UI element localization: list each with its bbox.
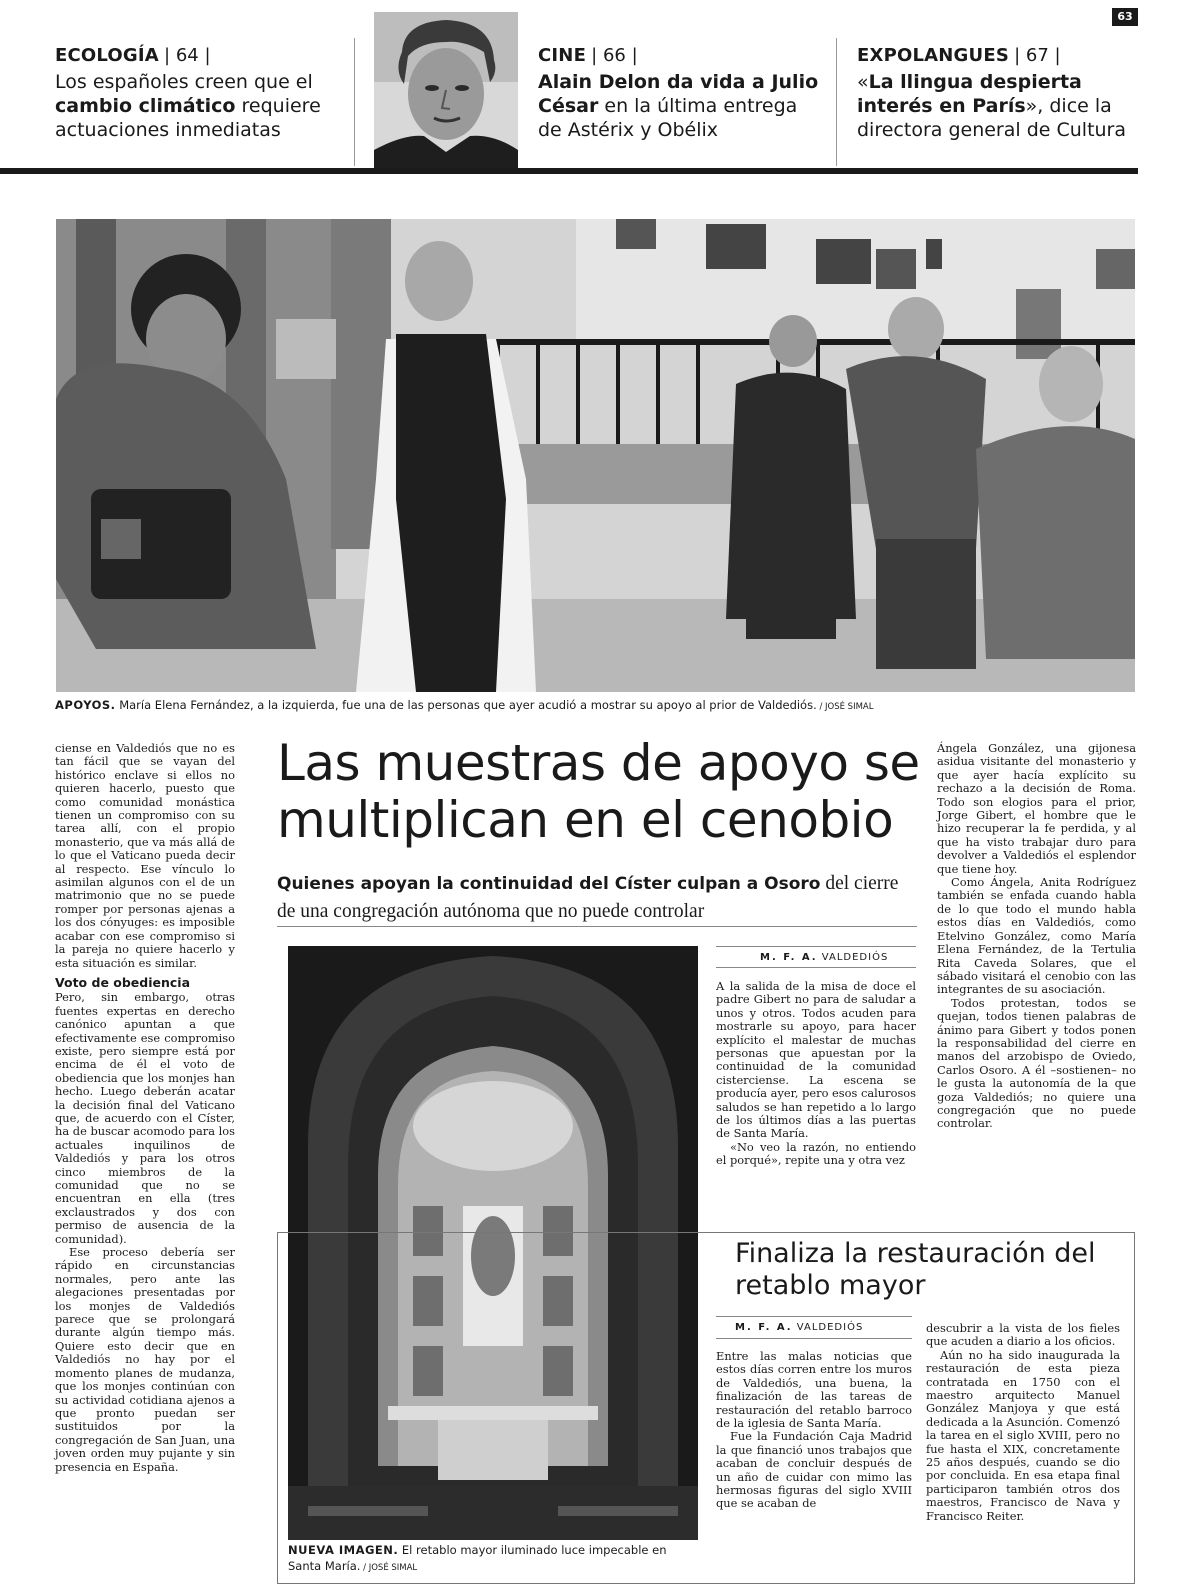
byline-author: M. F. A. xyxy=(760,952,818,963)
page-number: 63 xyxy=(1112,8,1138,26)
teaser-page-ref: | 66 | xyxy=(591,45,638,66)
paragraph: Ese proceso debería ser rápido en circunstancias normales, pero ante las alegaciones presentadas por los monjes de Valdediós parece que se prolongará durante algún tiempo más. Quiere esto decir que en Valdediós no hay por el momento planes de mudanza, que los monjes continúan con su actividad cotidiana ajenos a que pronto puedan ser sustituidos por la congregación de San Juan, una joven orden muy pujante y sin presencia en España. xyxy=(55,1245,235,1474)
divider xyxy=(836,38,837,166)
teaser-section: ECOLOGÍA xyxy=(55,45,159,66)
byline-rule xyxy=(716,1316,912,1317)
teaser-page-ref: | 64 | xyxy=(164,45,211,66)
caption-label: NUEVA IMAGEN. xyxy=(288,1543,399,1557)
church-photo-caption xyxy=(288,1542,698,1576)
main-photo-caption xyxy=(55,698,1135,712)
paragraph: descubrir a la vista de los fieles que acuden a diario a los oficios. xyxy=(926,1321,1120,1349)
subhead-rule xyxy=(277,926,917,927)
byline-rule xyxy=(716,967,916,968)
alain-delon-portrait xyxy=(374,12,518,168)
subheading-voto: Voto de obediencia xyxy=(55,974,191,990)
byline-rule xyxy=(716,1338,912,1339)
article-right-column xyxy=(937,742,1136,1131)
teaser-text-bold: La llingua despierta interés en París xyxy=(857,71,1082,117)
photo-credit: / JOSÉ SIMAL xyxy=(816,702,874,712)
divider xyxy=(354,38,355,166)
sidebar-byline xyxy=(735,1322,863,1333)
teaser-text-bold: cambio climático xyxy=(55,95,236,117)
teaser-section: EXPOLANGUES xyxy=(857,45,1009,66)
teaser-text-rest: », dice la directora general de Cultura xyxy=(857,95,1127,141)
paragraph: A la salida de la misa de doce el padre Gibert no para de saludar a unos y otros. Todos acuden para mostrarle su apoyo, para hacer explícito el malestar de muchas personas que apuestan por la continuidad de la comunidad cisterciense. La escena se producía ayer, pero esos calurosos saludos se han repetido a lo largo de los últimos días a las puertas de Santa María. xyxy=(716,979,916,1141)
paragraph: Entre las malas noticias que estos días corren entre los muros de Valdediós, una buena, la finalización de las tareas de restauración del retablo barroco de la iglesia de Santa María. xyxy=(716,1349,912,1431)
article-left-column xyxy=(55,742,235,1474)
teaser-expolangues[interactable] xyxy=(857,45,1142,142)
teaser-text-rest: en la última entrega de Astérix y Obélix xyxy=(538,95,798,141)
caption-label: APOYOS. xyxy=(55,698,116,712)
teaser-text: Los españoles creen que el xyxy=(55,71,313,93)
paragraph: ciense en Valdediós que no es tan fácil que se vayan del histórico enclave si ellos no quieren hacerlo, puesto que como comunidad monástica tienen un compromiso con su tarea allí, con el propio monasterio, que va más allá de lo que el Vaticano pueda decir al respecto. Ese vínculo lo asimilan algunos con el de un matrimonio que no se puede romper por personas ajenas a los dos cónyuges: es imposible acabar con ese compromiso si la pareja no quiere hacerlo y esta situación es similar. xyxy=(55,741,235,970)
photo-credit: / JOSÉ SIMAL xyxy=(360,1563,418,1573)
byline-place: VALDEDIÓS xyxy=(817,952,889,963)
article-headline: Las muestras de apoyo se multiplican en el cenobio xyxy=(277,734,920,849)
subhead-rest: del cierre de una congregación autónoma que no puede controlar xyxy=(277,873,899,922)
main-photo-cloister xyxy=(56,219,1135,692)
article-subhead xyxy=(277,870,917,926)
paragraph: Aún no ha sido inaugurada la restauración de esta pieza contratada en 1750 con el maestro arquitecto Manuel González Manjoya y que está dedicada a la Asunción. Comenzó la tarea en el siglo XVIII, pero no fue hasta el XIX, concretamente 25 años después, cuando se dio por concluida. En esa etapa final participaron también otros dos maestros, Francisco de Nava y Francisco Reiter. xyxy=(926,1347,1120,1523)
article-middle-column xyxy=(716,980,916,1168)
teaser-text-bold: Alain Delon da vida a Julio César xyxy=(538,71,819,117)
caption-text: María Elena Fernández, a la izquierda, fue una de las personas que ayer acudió a mostrar su apoyo al prior de Valdediós. xyxy=(115,698,817,712)
teaser-section: CINE xyxy=(538,45,587,66)
byline-rule xyxy=(716,946,916,947)
sidebar-column-1 xyxy=(716,1350,912,1511)
byline-place: VALDEDIÓS xyxy=(792,1322,864,1333)
paragraph: Todos protestan, todos se quejan, todos tienen palabras de ánimo para Gibert y todos ponen la responsabilidad del cierre en manos del arzobispo de Oviedo, Carlos Osoro. A él –sostienen– no le gusta la autonomía de la que goza Valdediós; no quiere una congregación que no puede controlar. xyxy=(937,995,1136,1131)
teaser-text-rest: requiere actuaciones inmediatas xyxy=(55,95,321,141)
byline-author: M. F. A. xyxy=(735,1322,793,1333)
article-byline xyxy=(760,952,888,963)
header-rule xyxy=(0,168,1138,174)
teaser-page-ref: | 67 | xyxy=(1014,45,1061,66)
subhead-lead: Quienes apoyan la continuidad del Císter culpan a Osoro xyxy=(277,874,821,894)
paragraph: Ángela González, una gijonesa asidua visitante del monasterio y que ayer hacía explícito su rechazo a la decisión de Roma. Todo son elogios para el prior, Jorge Gibert, el hombre que le hizo recuperar la fe perdida, y al que ha visto trabajar duro para devolver a Valdediós el esplendor que tiene hoy. xyxy=(937,741,1136,876)
paragraph: Fue la Fundación Caja Madrid la que financió unos trabajos que acaban de concluir después de un año de cuidar con mimo las hermosas figuras del siglo XVIII que se acaban de xyxy=(716,1429,912,1511)
caption-text: El retablo mayor iluminado luce impecable en Santa María. xyxy=(288,1543,667,1573)
teaser-text: « xyxy=(857,71,869,93)
paragraph: Como Ángela, Anita Rodríguez también se enfada cuando habla de lo que todo el mundo habla estos días en Valdediós, como Etelvino González, como María Elena Fernández, de la Tertulia Rita Caveda Solares, que el sábado visitará el cenobio con las integrantes de su asociación. xyxy=(937,875,1136,997)
sidebar-title: Finaliza la restauración del retablo mayor xyxy=(735,1238,1096,1301)
teaser-ecologia[interactable] xyxy=(55,45,345,142)
paragraph: «No veo la razón, no entiendo el porqué», repite una y otra vez xyxy=(716,1139,916,1168)
paragraph: Pero, sin embargo, otras fuentes expertas en derecho canónico apuntan a que efectivamente ese compromiso existe, pero siempre está por encima de él el voto de obediencia que los monjes han hecho. Luego deberán acatar la decisión final del Vaticano que, de acuerdo con el Císter, ha de buscar acomodo para los actuales inquilinos de Valdediós y para los otros cinco miembros de la comunidad que no se encuentran en ella (tres exclaustrados y dos con permiso de ausencia de la comunidad). xyxy=(55,990,235,1246)
teaser-cine[interactable] xyxy=(538,45,823,142)
sidebar-column-2 xyxy=(926,1322,1120,1523)
